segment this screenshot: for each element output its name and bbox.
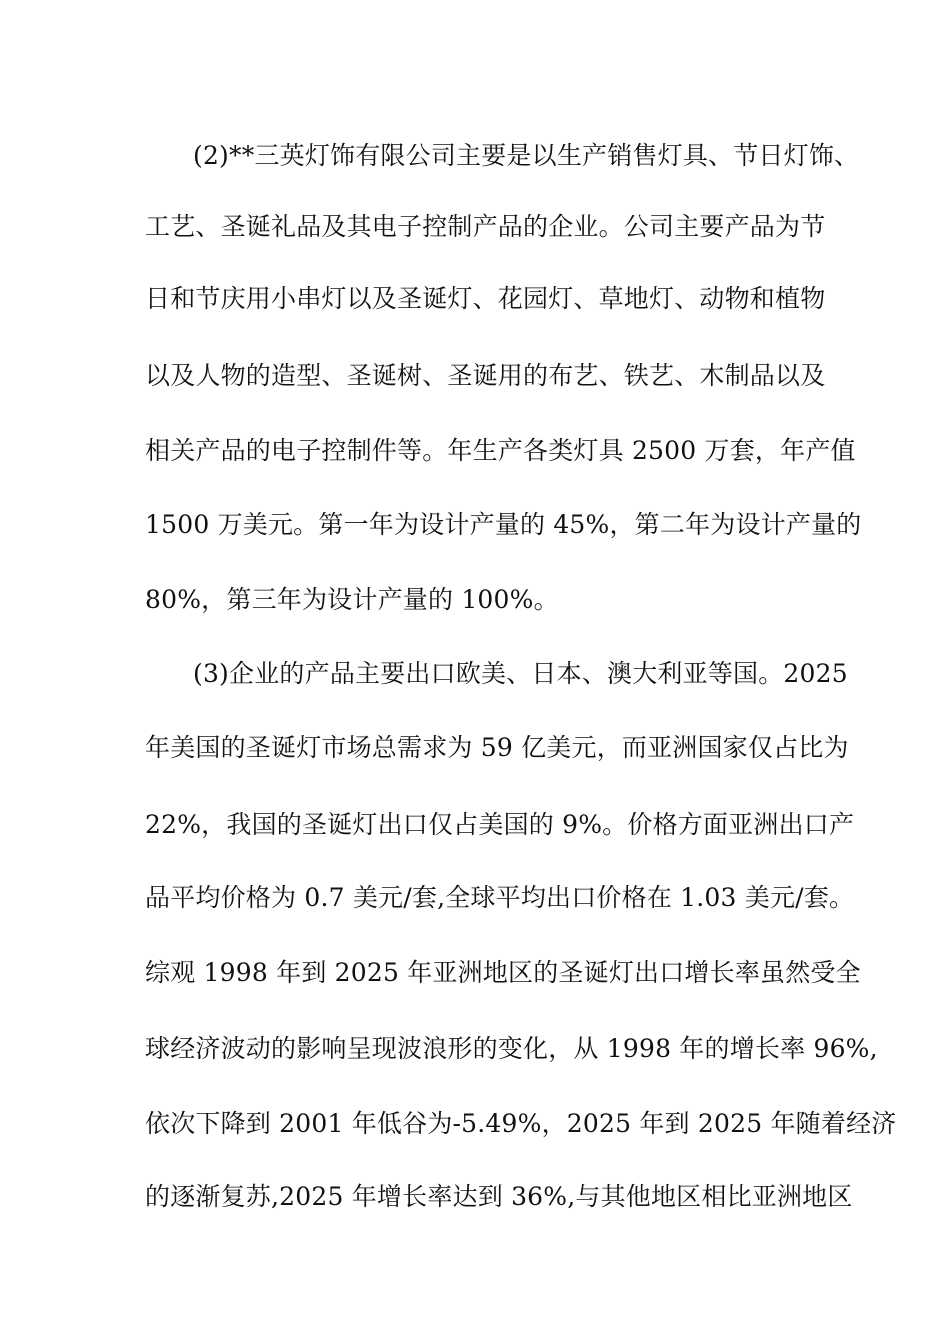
paragraph-3-line-3: 22%，我国的圣诞灯出口仅占美国的 9%。价格方面亚洲出口产: [145, 810, 855, 839]
paragraph-2-line-1: (2)**三英灯饰有限公司主要是以生产销售灯具、节日灯饰、: [193, 141, 860, 170]
paragraph-3-line-4: 品平均价格为 0.7 美元/套,全球平均出口价格在 1.03 美元/套。: [145, 883, 855, 912]
paragraph-3-line-6: 球经济波动的影响呈现波浪形的变化，从 1998 年的增长率 96%,: [145, 1034, 878, 1063]
paragraph-3-line-8: 的逐渐复苏,2025 年增长率达到 36%,与其他地区相比亚洲地区: [145, 1182, 853, 1211]
paragraph-2-line-4: 以及人物的造型、圣诞树、圣诞用的布艺、铁艺、木制品以及: [145, 361, 826, 390]
paragraph-3-line-7: 依次下降到 2001 年低谷为-5.49%，2025 年到 2025 年随着经济: [145, 1109, 897, 1138]
paragraph-3-line-2: 年美国的圣诞灯市场总需求为 59 亿美元，而亚洲国家仅占比为: [145, 733, 849, 762]
paragraph-3-line-5: 综观 1998 年到 2025 年亚洲地区的圣诞灯出口增长率虽然受全: [145, 958, 861, 987]
paragraph-2-line-2: 工艺、圣诞礼品及其电子控制产品的企业。公司主要产品为节: [145, 212, 826, 241]
paragraph-2-line-7: 80%，第三年为设计产量的 100%。: [145, 585, 559, 614]
paragraph-2-line-3: 日和节庆用小串灯以及圣诞灯、花园灯、草地灯、动物和植物: [145, 284, 826, 313]
paragraph-2-line-6: 1500 万美元。第一年为设计产量的 45%，第二年为设计产量的: [145, 510, 862, 539]
paragraph-2-line-5: 相关产品的电子控制件等。年生产各类灯具 2500 万套，年产值: [145, 436, 856, 465]
paragraph-3-line-1: (3)企业的产品主要出口欧美、日本、澳大利亚等国。2025: [193, 659, 848, 688]
